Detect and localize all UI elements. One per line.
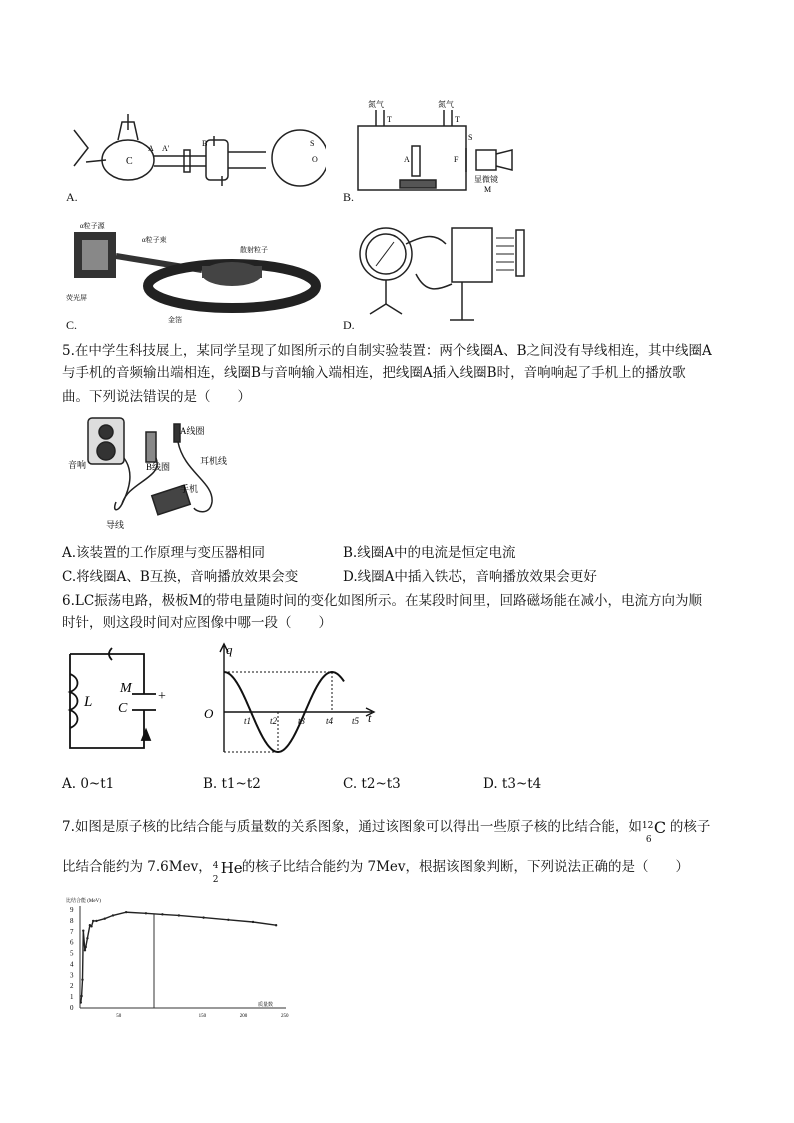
tick-t1: t1 <box>244 716 252 726</box>
y-tick-label: 4 <box>70 960 74 969</box>
data-point <box>80 1001 82 1003</box>
y-tick-label: 5 <box>70 949 74 958</box>
q4-figure-a <box>66 100 326 195</box>
svg-text:耳机线: 耳机线 <box>200 456 228 466</box>
x-tick-label: 150 <box>198 1014 207 1019</box>
svg-text:S: S <box>468 133 473 142</box>
svg-text:氮气: 氮气 <box>438 100 454 109</box>
q5-option-d: D.线圈A中插入铁芯，音响播放效果会更好 <box>343 569 597 585</box>
data-point <box>125 911 127 913</box>
svg-text:A线圈: A线圈 <box>180 426 205 436</box>
data-point <box>275 924 277 926</box>
q6-graph-figure <box>200 640 380 760</box>
svg-text:L: L <box>84 694 93 710</box>
data-point <box>145 912 147 914</box>
data-point <box>80 995 82 997</box>
label-c: C <box>126 156 133 167</box>
svg-text:显微镜: 显微镜 <box>474 175 498 184</box>
q7-line-1-text: 7.如图是原子核的比结合能与质量数的关系图象，通过该图象可以得出一些原子核的比结合能，如 <box>62 819 642 835</box>
svg-text:S: S <box>310 139 315 148</box>
svg-text:A: A <box>148 144 154 153</box>
nuclide-c12: 12 6 C <box>641 817 667 845</box>
x-tick-label: 250 <box>281 1014 289 1019</box>
svg-text:音响: 音响 <box>68 460 87 470</box>
y-tick-label: 2 <box>70 982 74 991</box>
photoelectric-effect-figure <box>356 214 536 326</box>
svg-text:T: T <box>455 115 460 124</box>
data-point <box>82 929 84 931</box>
svg-text:O: O <box>204 706 214 721</box>
tick-t5: t5 <box>352 716 360 726</box>
x-axis-label: 质量数 <box>258 1003 274 1008</box>
svg-text:C: C <box>118 701 128 716</box>
svg-text:散射粒子: 散射粒子 <box>240 246 268 254</box>
proton-discovery-figure <box>354 96 524 196</box>
y-axis-label: 比结合能 (MeV) <box>66 899 101 904</box>
q6-line-1: 6.LC振荡电路，极板M的带电量随时间的变化如图所示。在某段时间里，回路磁场能在减小，电流方向为顺 <box>62 593 702 609</box>
x-tick-label: 50 <box>116 1014 122 1019</box>
q4-option-d-label: D. <box>343 318 355 332</box>
data-point <box>95 920 97 922</box>
q5-line-1: 5.在中学生科技展上，某同学呈现了如图所示的自制实验装置：两个线圈A、B之间没有导线相连，其中线圈A <box>62 343 712 359</box>
charge-time-graph <box>200 640 380 760</box>
data-point <box>85 946 87 948</box>
svg-text:氮气: 氮气 <box>368 100 384 109</box>
q7-chart <box>62 896 290 1020</box>
q6-option-a: A. 0~t1 <box>62 776 115 792</box>
data-point <box>81 978 83 980</box>
data-point <box>90 925 92 927</box>
binding-energy-chart <box>62 896 290 1020</box>
svg-text:α粒子束: α粒子束 <box>142 236 167 244</box>
tick-t4: t4 <box>326 716 334 726</box>
data-point <box>86 937 88 939</box>
svg-text:O: O <box>312 155 318 164</box>
y-tick-label: 6 <box>70 938 74 947</box>
q4-option-a-label: A. <box>66 190 78 204</box>
data-point <box>92 920 94 922</box>
svg-text:荧光屏: 荧光屏 <box>66 294 87 302</box>
q6-circuit-figure <box>62 644 174 754</box>
svg-text:α粒子源: α粒子源 <box>80 222 105 230</box>
data-point <box>112 914 114 916</box>
lc-circuit <box>62 644 174 754</box>
svg-text:A: A <box>404 155 410 164</box>
y-tick-label: 1 <box>70 993 74 1002</box>
svg-text:手机: 手机 <box>180 484 199 494</box>
svg-text:q: q <box>226 642 233 657</box>
q5-line-3: 曲。下列说法错误的是（ ） <box>62 389 251 405</box>
y-tick-label: 3 <box>70 971 74 980</box>
cathode-ray-tube-figure <box>66 100 326 195</box>
q7-line-2: 比结合能约为 7.6Mev， 4 2 He 的核子比结合能约为 7Mev，根据该图象判断，下列说法正确的是（ ） <box>62 858 690 885</box>
q4-figure-b <box>354 96 524 196</box>
data-point <box>84 949 86 951</box>
q5-figure <box>64 412 244 530</box>
svg-text:A': A' <box>162 144 170 153</box>
y-tick-label: 9 <box>70 906 74 914</box>
svg-text:B线圈: B线圈 <box>146 462 171 472</box>
q6-option-c: C. t2~t3 <box>343 776 401 792</box>
q5-option-a: A.该装置的工作原理与变压器相同 <box>62 545 266 561</box>
svg-text:F: F <box>454 155 459 164</box>
q5-option-b: B.线圈A中的电流是恒定电流 <box>343 545 516 561</box>
q5-line-2: 与手机的音频输出端相连，线圈B与音响输入端相连，把线圈A插入线圈B时，音响响起了手机上的播放歌 <box>62 365 686 381</box>
svg-text:B: B <box>202 139 208 148</box>
svg-text:M: M <box>484 185 492 194</box>
data-point <box>161 913 163 915</box>
binding-energy-curve <box>81 912 276 1002</box>
rutherford-scattering-figure <box>62 216 322 326</box>
svg-text:M: M <box>120 681 132 696</box>
data-point <box>227 919 229 921</box>
y-tick-label: 8 <box>70 916 74 925</box>
q7-line-1: 7.如图是原子核的比结合能与质量数的关系图象，通过该图象可以得出一些原子核的比结合能，如 12 6 C 的核子 <box>62 817 711 845</box>
svg-text:T: T <box>387 115 392 124</box>
x-tick-label: 200 <box>239 1014 248 1019</box>
tick-t3: t3 <box>298 716 306 726</box>
q4-option-b-label: B. <box>343 190 355 204</box>
data-point <box>178 914 180 916</box>
q6-line-2: 时针，则这段时间对应图像中哪一段（ ） <box>62 615 332 631</box>
data-point <box>252 921 254 923</box>
q6-option-d: D. t3~t4 <box>483 776 542 792</box>
q4-figure-c <box>62 216 322 326</box>
y-tick-label: 7 <box>70 927 74 936</box>
q4-figure-d <box>356 214 536 326</box>
tick-t2: t2 <box>270 716 278 726</box>
svg-text:金箔: 金箔 <box>168 316 182 324</box>
data-point <box>202 916 204 918</box>
nuclide-he4: 4 2 He <box>212 858 243 885</box>
svg-text:+: + <box>158 689 166 704</box>
q6-option-b: B. t1~t2 <box>203 776 261 792</box>
svg-text:导线: 导线 <box>106 520 125 530</box>
q5-option-c: C.将线圈A、B互换，音响播放效果会变 <box>62 569 299 585</box>
coil-speaker-figure <box>64 412 244 530</box>
q4-option-c-label: C. <box>66 318 78 332</box>
svg-text:t: t <box>368 711 372 725</box>
data-point <box>104 918 106 920</box>
y-tick-label: 0 <box>70 1004 74 1012</box>
